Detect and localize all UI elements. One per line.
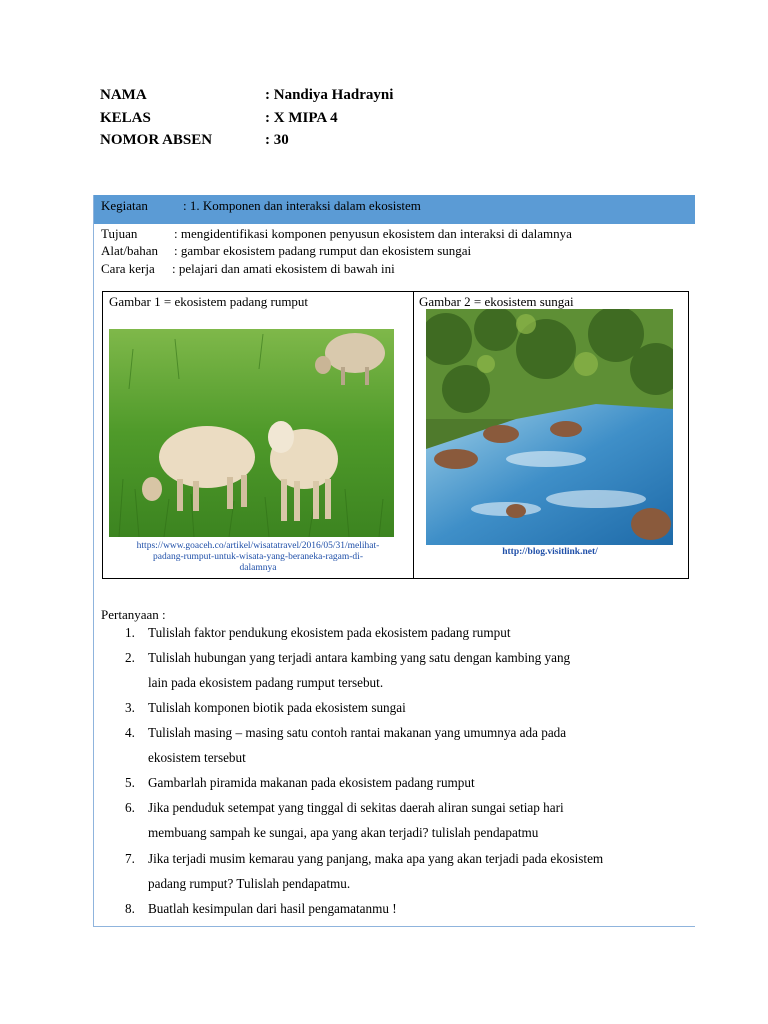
gambar-1-caption-line: dalamnya xyxy=(239,563,277,573)
question-text: padang rumput? Tulislah pendapatmu. xyxy=(148,876,351,891)
question-number: 7. xyxy=(125,851,135,866)
question-text: membuang sampah ke sungai, apa yang akan terjadi? tulislah pendapatmu xyxy=(148,825,539,840)
activity-banner xyxy=(94,195,695,224)
alat-value: : gambar ekosistem padang rumput dan ekosistem sungai xyxy=(174,243,472,258)
river-photo xyxy=(426,309,673,545)
kegiatan-value: : 1. Komponen dan interaksi dalam ekosistem xyxy=(183,198,421,213)
question-text: Tulislah faktor pendukung ekosistem pada ekosistem padang rumput xyxy=(148,625,511,640)
question-text: lain pada ekosistem padang rumput tersebut. xyxy=(148,675,384,690)
question-text: Jika penduduk setempat yang tinggal di sekitas daerah aliran sungai setiap hari xyxy=(148,800,564,815)
question-number: 3. xyxy=(125,700,135,715)
value-nomor-absen: : 30 xyxy=(265,132,289,148)
cara-kerja-label: Cara kerja xyxy=(101,261,155,276)
gambar-2-title: Gambar 2 = ekosistem sungai xyxy=(419,294,574,309)
cara-kerja-value: : pelajari dan amati ekosistem di bawah ini xyxy=(172,261,395,276)
kegiatan-label: Kegiatan xyxy=(101,198,148,213)
label-kelas: KELAS xyxy=(100,110,151,126)
value-kelas: : X MIPA 4 xyxy=(265,110,338,126)
gambar-2-caption[interactable]: http://blog.visitlink.net/ xyxy=(502,547,598,557)
gambar-1-caption[interactable] xyxy=(103,541,413,574)
gambar-2-cell xyxy=(412,291,689,579)
question-number: 4. xyxy=(125,725,135,740)
question-text: Gambarlah piramida makanan pada ekosistem padang rumput xyxy=(148,775,475,790)
grassland-sheep-photo xyxy=(109,329,394,537)
gambar-1-cell xyxy=(102,291,414,579)
gambar-1-title: Gambar 1 = ekosistem padang rumput xyxy=(109,294,309,309)
question-text: Tulislah komponen biotik pada ekosistem sungai xyxy=(148,700,406,715)
tujuan-value: : mengidentifikasi komponen penyusun ekosistem dan interaksi di dalamnya xyxy=(174,226,572,241)
question-text: Tulislah hubungan yang terjadi antara kambing yang satu dengan kambing yang xyxy=(148,650,571,665)
question-text: ekosistem tersebut xyxy=(148,750,246,765)
question-number: 6. xyxy=(125,800,135,815)
value-nama: : Nandiya Hadrayni xyxy=(265,87,394,103)
activity-card xyxy=(93,195,695,927)
tujuan-label: Tujuan xyxy=(101,226,138,241)
question-number: 5. xyxy=(125,775,135,790)
question-number: 2. xyxy=(125,650,135,665)
questions-heading: Pertanyaan : xyxy=(101,607,166,622)
gambar-1-caption-line: padang-rumput-untuk-wisata-yang-beraneka-ragam-di- xyxy=(153,552,363,562)
label-nama: NAMA xyxy=(100,87,147,103)
question-text: Jika terjadi musim kemarau yang panjang, maka apa yang akan terjadi pada ekosistem xyxy=(148,851,604,866)
question-text: Tulislah masing – masing satu contoh rantai makanan yang umumnya ada pada xyxy=(148,725,567,740)
question-text: Buatlah kesimpulan dari hasil pengamatanmu ! xyxy=(148,901,397,916)
question-number: 1. xyxy=(125,625,135,640)
alat-label: Alat/bahan xyxy=(101,243,159,258)
label-nomor-absen: NOMOR ABSEN xyxy=(100,132,213,148)
gambar-1-caption-line: https://www.goaceh.co/artikel/wisatatravel/2016/05/31/melihat- xyxy=(136,541,380,551)
question-number: 8. xyxy=(125,901,135,916)
